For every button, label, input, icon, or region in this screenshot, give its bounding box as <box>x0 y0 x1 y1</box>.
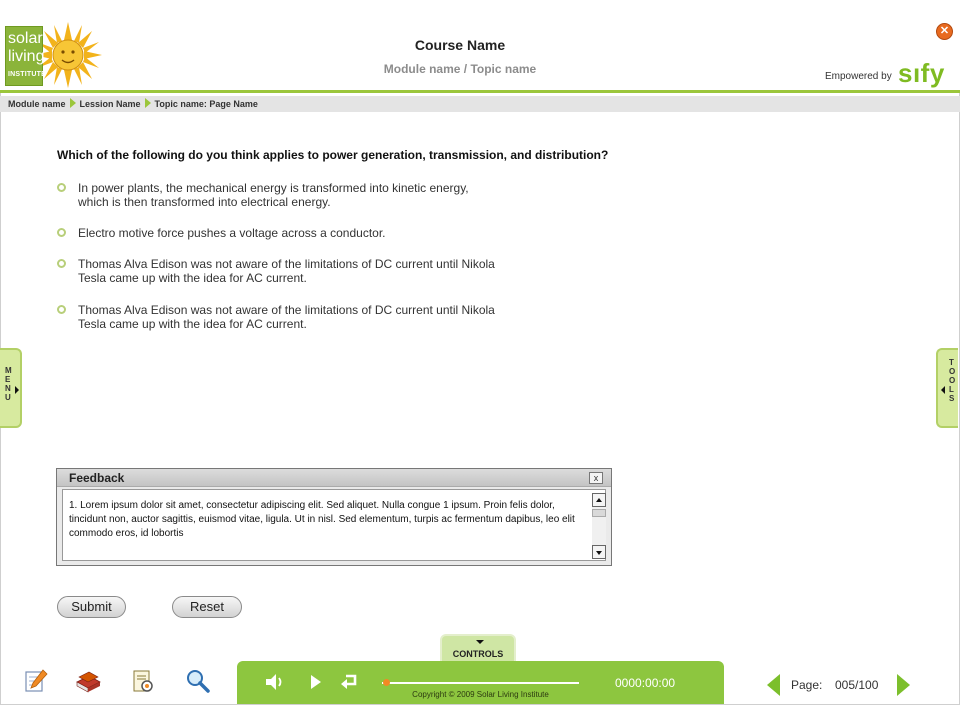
media-controls <box>237 661 724 704</box>
replay-icon[interactable] <box>340 673 360 691</box>
expand-right-icon <box>15 386 19 394</box>
tools-tab[interactable] <box>936 348 958 428</box>
previous-page-icon[interactable] <box>767 674 780 696</box>
answer-option-text: In power plants, the mechanical energy is transformed into kinetic energy, which is then transformed into electrical energy. <box>78 181 469 209</box>
arrow-up-icon <box>596 498 602 502</box>
header <box>0 17 960 93</box>
notes-icon[interactable] <box>23 668 49 694</box>
time-display: 0000:00:00 <box>615 676 676 690</box>
logo-text-solar: solar <box>8 30 43 47</box>
menu-tab-label: M E N U <box>5 366 12 402</box>
logo-text-living: living <box>8 48 45 65</box>
answer-option-text: Thomas Alva Edison was not aware of the limitations of DC current until Nikola Tesla came up with the idea for AC current. <box>78 257 495 285</box>
play-icon[interactable] <box>309 673 323 691</box>
feedback-text: 1. Lorem ipsum dolor sit amet, consectetur adipiscing elit. Sed aliquet. Nulla congue 1 ipsum. Proin felis dolor, tincidunt non, auctor sagittis, euismod vitae, ligula. Ut in nisl. Sed elementum, turpis ac fermentum dapibus, leo elit commodo eros, id lobortis <box>69 500 575 539</box>
breadcrumb <box>0 96 960 112</box>
powered-by-label: Empowered by <box>825 71 892 82</box>
breadcrumb-arrow-icon <box>145 98 151 108</box>
scroll-thumb[interactable] <box>592 509 606 517</box>
radio-button[interactable] <box>57 228 66 237</box>
module-topic-title: Module name / Topic name <box>383 62 537 76</box>
answer-option-text: Electro motive force pushes a voltage across a conductor. <box>78 226 386 240</box>
breadcrumb-module[interactable]: Module name <box>8 99 66 109</box>
breadcrumb-lesson[interactable]: Lession Name <box>79 99 141 109</box>
solar-living-logo <box>5 20 105 90</box>
page-number: 005/100 <box>835 678 879 692</box>
feedback-close-button[interactable]: x <box>589 472 603 484</box>
sify-logo: sıfy <box>898 58 945 88</box>
question-text: Which of the following do you think applies to power generation, transmission, and distribution? <box>57 148 609 162</box>
tools-tab-label: T O O L S <box>949 358 956 403</box>
course-frame <box>0 17 960 705</box>
radio-button[interactable] <box>57 305 66 314</box>
next-page-icon[interactable] <box>897 674 910 696</box>
submit-button[interactable]: Submit <box>57 596 126 618</box>
scroll-up-button[interactable] <box>592 493 606 507</box>
answer-option-text: Thomas Alva Edison was not aware of the limitations of DC current until Nikola Tesla came up with the idea for AC current. <box>78 303 495 331</box>
volume-icon[interactable] <box>265 673 287 691</box>
glossary-icon[interactable] <box>130 668 156 694</box>
controls-label: CONTROLS <box>452 649 504 659</box>
feedback-header <box>57 469 611 487</box>
feedback-body <box>62 489 606 561</box>
arrow-down-icon <box>596 551 602 555</box>
search-icon[interactable] <box>185 668 211 694</box>
books-icon[interactable] <box>75 668 101 694</box>
reset-button[interactable]: Reset <box>172 596 242 618</box>
feedback-panel <box>56 468 612 566</box>
breadcrumb-arrow-icon <box>70 98 76 108</box>
progress-knob[interactable] <box>383 679 390 686</box>
scroll-down-button[interactable] <box>592 545 606 559</box>
course-title: Course Name <box>414 37 506 53</box>
radio-button[interactable] <box>57 259 66 268</box>
menu-tab[interactable] <box>0 348 22 428</box>
breadcrumb-topic: Topic name: Page Name <box>154 99 258 109</box>
progress-track[interactable] <box>382 682 579 684</box>
feedback-scrollbar[interactable] <box>592 493 606 559</box>
logo-text-institute: INSTITUTE <box>8 71 46 78</box>
page-label: Page: <box>791 678 823 692</box>
controls-tab[interactable] <box>440 634 516 664</box>
close-icon[interactable]: ✕ <box>936 23 953 40</box>
collapse-down-icon <box>476 640 484 644</box>
copyright-text: Copyright © 2009 Solar Living Institute <box>412 690 549 699</box>
radio-button[interactable] <box>57 183 66 192</box>
feedback-title: Feedback <box>69 471 125 485</box>
expand-left-icon <box>941 386 945 394</box>
